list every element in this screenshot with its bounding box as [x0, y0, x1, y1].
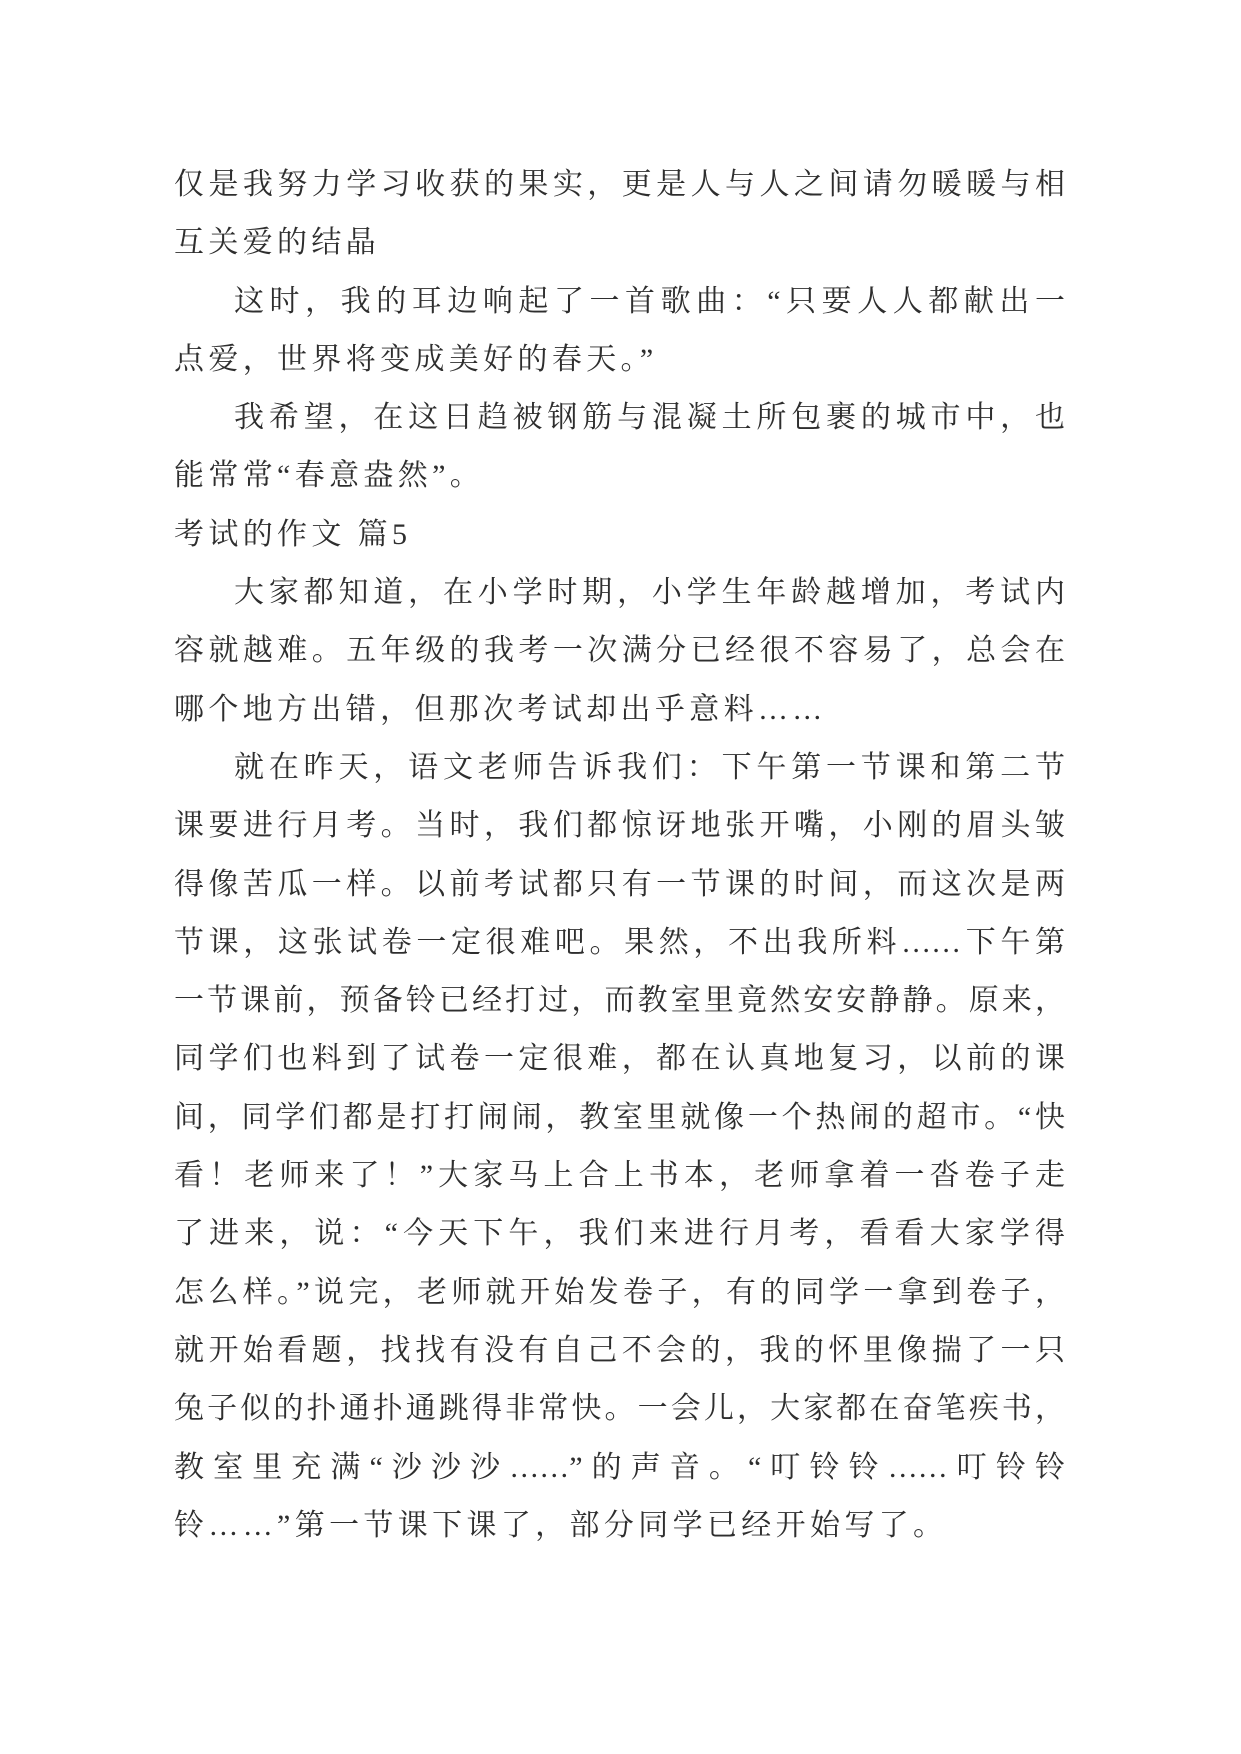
text-line: 怎么样。”说完，老师就开始发卷子，有的同学一拿到卷子，	[174, 1275, 1065, 1309]
text-line: 间，同学们都是打打闹闹，教室里就像一个热闹的超市。“快	[174, 1100, 1065, 1134]
document-page	[174, 156, 1065, 1555]
text-line: 教室里充满“沙沙沙……”的声音。“叮铃铃……叮铃铃	[174, 1450, 1065, 1484]
text-line: 这时，我的耳边响起了一首歌曲：“只要人人都献出一	[234, 284, 1065, 318]
text-line: 就在昨天，语文老师告诉我们：下午第一节课和第二节	[234, 750, 1065, 784]
text-line: 节课，这张试卷一定很难吧。果然，不出我所料……下午第	[174, 925, 1065, 959]
text-line: 互关爱的结晶	[174, 226, 381, 260]
section-heading: 考试的作文 篇5	[174, 517, 412, 551]
text-line: 铃……”第一节课下课了，部分同学已经开始写了。	[174, 1508, 948, 1542]
text-line: 我希望，在这日趋被钢筋与混凝土所包裹的城市中，也	[234, 401, 1065, 435]
text-line: 哪个地方出错，但那次考试却出乎意料……	[174, 692, 827, 726]
text-line: 一节课前，预备铃已经打过，而教室里竟然安安静静。原来，	[174, 984, 1065, 1018]
text-line: 同学们也料到了试卷一定很难，都在认真地复习，以前的课	[174, 1042, 1065, 1076]
text-line: 就开始看题，找找有没有自己不会的，我的怀里像揣了一只	[174, 1333, 1065, 1367]
text-line: 了进来，说：“今天下午，我们来进行月考，看看大家学得	[174, 1217, 1065, 1251]
text-line: 兔子似的扑通扑通跳得非常快。一会儿，大家都在奋笔疾书，	[174, 1392, 1065, 1426]
text-line: 课要进行月考。当时，我们都惊讶地张开嘴，小刚的眉头皱	[174, 809, 1065, 843]
text-line: 能常常“春意盎然”。	[174, 459, 485, 493]
text-line: 大家都知道，在小学时期，小学生年龄越增加，考试内	[234, 576, 1065, 610]
text-line: 点爱，世界将变成美好的春天。”	[174, 342, 658, 376]
text-line: 容就越难。五年级的我考一次满分已经很不容易了，总会在	[174, 634, 1065, 668]
text-line: 得像苦瓜一样。以前考试都只有一节课的时间，而这次是两	[174, 867, 1065, 901]
text-line: 仅是我努力学习收获的果实，更是人与人之间请勿暖暖与相	[174, 168, 1065, 201]
text-line: 看！老师来了！”大家马上合上书本，老师拿着一沓卷子走	[174, 1159, 1065, 1193]
